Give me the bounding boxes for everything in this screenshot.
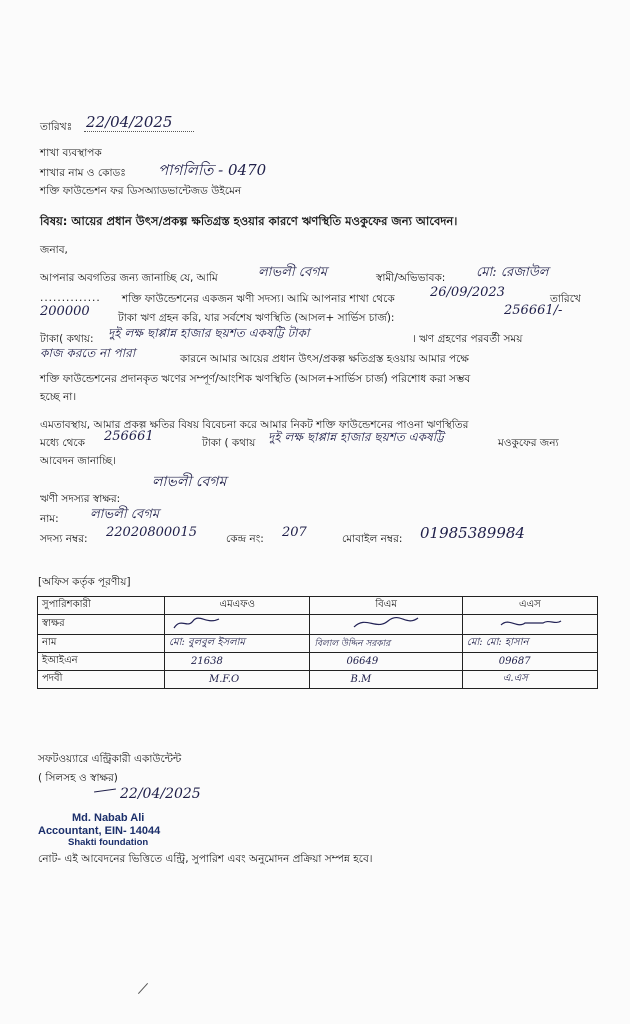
body-p2-a: এমতাবস্থায়, আমার প্রকল্প ক্ষতির বিষয় বিবেচনা করে আমার নিকট শক্তি ফাউন্ডেশনের পাওনা ঋণস্থিতির xyxy=(40,419,469,431)
seal-label: ( সিলসহ ও স্বাক্ষর) xyxy=(38,772,118,784)
center-no: 207 xyxy=(282,525,307,540)
date-label: তারিখঃ xyxy=(40,121,73,133)
mfo-signature-cell xyxy=(165,615,310,635)
waiver-words: দুই লক্ষ ছাপ্পান্ন হাজার ছয়শত একষট্টি xyxy=(268,430,444,444)
body-p1-b: স্বামী/অভিভাবক: xyxy=(376,272,446,284)
table-row xyxy=(38,671,598,689)
body-p1-h: কারনে আমার আয়ের প্রধান উৎস/প্রকল্প ক্ষতিগ্রস্ত হওয়ায় আমার পক্ষে xyxy=(180,353,469,365)
subject-line: বিষয়: আয়ের প্রধান উৎস/প্রকল্প ক্ষতিগ্রস্ত হওয়ার কারণে ঋণস্থিতি মওকুফের জন্য আবেদন। xyxy=(40,214,458,228)
member-label: সদস্য নম্বর: xyxy=(40,533,88,545)
body-p1-c: শক্তি ফাউন্ডেশনের একজন ঋণী সদস্য। আমি আপনার শাখা থেকে xyxy=(122,293,395,305)
balance-words: দুই লক্ষ ছাপ্পান্ন হাজার ছয়শত একষট্টি টাকা xyxy=(108,326,310,340)
body-p2-c: টাকা ( কথায় xyxy=(202,437,256,449)
salutation: জনাব, xyxy=(40,244,68,256)
row-label: নাম xyxy=(38,635,165,653)
guardian-name: মো: রেজাউল xyxy=(476,265,549,280)
date-value: 22/04/2025 xyxy=(86,113,173,131)
date-underline xyxy=(84,131,194,132)
stamp-org: Shakti foundation xyxy=(68,837,149,848)
borrower-name-label: নাম: xyxy=(40,513,59,525)
entry-signature-mark xyxy=(94,788,116,792)
borrower-name: লাভলী বেগম xyxy=(90,507,159,522)
col-mfo: এমএফও xyxy=(165,597,310,615)
bm-signature xyxy=(346,615,426,631)
office-title: [অফিস কর্তৃক পূরণীয়] xyxy=(38,576,131,588)
balance: 256661/- xyxy=(504,303,563,318)
table-row xyxy=(38,635,598,653)
row-label: ইআইএন xyxy=(38,653,165,671)
row-label: স্বাক্ষর xyxy=(38,615,165,635)
table-row xyxy=(38,615,598,635)
row-label: পদবী xyxy=(38,671,165,689)
loan-amount: 200000 xyxy=(40,304,90,319)
stamp-name: Md. Nabab Ali xyxy=(72,812,145,824)
mfo-designation: M.F.O xyxy=(165,671,310,689)
col-recommender: সুপারিশকারী xyxy=(38,597,165,615)
as-designation: এ.এস xyxy=(462,671,597,689)
table-row xyxy=(38,653,598,671)
as-name: মো: মো: হাসান xyxy=(462,635,597,653)
stray-pen-mark xyxy=(138,983,148,994)
body-p2-e: আবেদন জানাচ্ছি। xyxy=(40,455,116,467)
body-p1-g: । ঋণ গ্রহণের পরবর্তী সময় xyxy=(412,333,523,345)
mfo-name: মো: বুলবুল ইসলাম xyxy=(165,635,310,653)
office-table xyxy=(37,596,598,689)
bm-designation: B.M xyxy=(310,671,462,689)
col-as: এএস xyxy=(462,597,597,615)
body-p1-a: আপনার অবগতির জন্য জানাচ্ছি যে, আমি xyxy=(40,272,218,284)
body-p1-d: তারিখে xyxy=(550,293,581,305)
as-signature xyxy=(495,615,565,631)
body-p1-f: টাকা( কথায়: xyxy=(40,333,94,345)
borrower-signature: লাভলী বেগম xyxy=(152,474,227,490)
body-p1-e: টাকা ঋণ গ্রহন করি, যার সর্বশেষ ঋণস্থিতি (আসল+ সার্ভিস চার্জ): xyxy=(118,312,395,324)
as-signature-cell xyxy=(462,615,597,635)
table-header-row xyxy=(38,597,598,615)
entry-title: সফটওয়্যারে এন্ট্রিকারী একাউন্টেন্ট xyxy=(38,753,182,765)
col-bm: বিএম xyxy=(310,597,462,615)
cause: কাজ করতে না পারা xyxy=(40,346,136,360)
branch-value: পাগলিতি - 0470 xyxy=(158,161,267,179)
mfo-signature xyxy=(169,615,229,631)
applicant-name: লাভলী বেগম xyxy=(258,265,327,280)
dotted-blank: .............. xyxy=(40,292,101,304)
center-label: কেন্দ্র নং: xyxy=(226,533,264,545)
body-p2-b: মধ্যে থেকে xyxy=(40,437,85,449)
bm-ein: 06649 xyxy=(310,653,462,671)
mobile-label: মোবাইল নম্বর: xyxy=(342,533,403,545)
member-no: 22020800015 xyxy=(106,525,197,540)
bm-name: বিলাল উদ্দিন সরকার xyxy=(310,635,462,653)
branch-manager-label: শাখা ব্যবস্থাপক xyxy=(40,147,102,159)
mobile-no: 01985389984 xyxy=(420,524,525,542)
footer-note: নোট- এই আবেদনের ভিত্তিতে এন্ট্রি, সুপারিশ এবং অনুমোদন প্রক্রিয়া সম্পন্ন হবে। xyxy=(38,853,373,865)
entry-date: 22/04/2025 xyxy=(120,786,201,802)
mfo-ein: 21638 xyxy=(165,653,310,671)
foundation-name: শক্তি ফাউন্ডেশন ফর ডিসঅ্যাডভান্টেজড উইমেন xyxy=(40,185,242,197)
branch-label: শাখার নাম ও কোডঃ xyxy=(40,167,126,179)
body-p2-d: মওকুফের জন্য xyxy=(498,437,559,449)
accountant-stamp xyxy=(38,812,160,848)
borrower-sign-label: ঋণী সদস্যর স্বাক্ষর: xyxy=(40,493,121,505)
as-ein: 09687 xyxy=(462,653,597,671)
bm-signature-cell xyxy=(310,615,462,635)
body-p1-j: হচ্ছে না। xyxy=(40,391,77,403)
stamp-role: Accountant, EIN- 14044 xyxy=(38,825,161,837)
waiver-amount: 256661 xyxy=(104,429,154,444)
loan-date: 26/09/2023 xyxy=(430,285,505,300)
body-p1-i: শক্তি ফাউন্ডেশনের প্রদানকৃত ঋণের সম্পূর্ণ/আংশিক ঋণস্থিতি (আসল+সার্ভিস চার্জ) পরিশোধ করা সম্ভব xyxy=(40,373,471,385)
